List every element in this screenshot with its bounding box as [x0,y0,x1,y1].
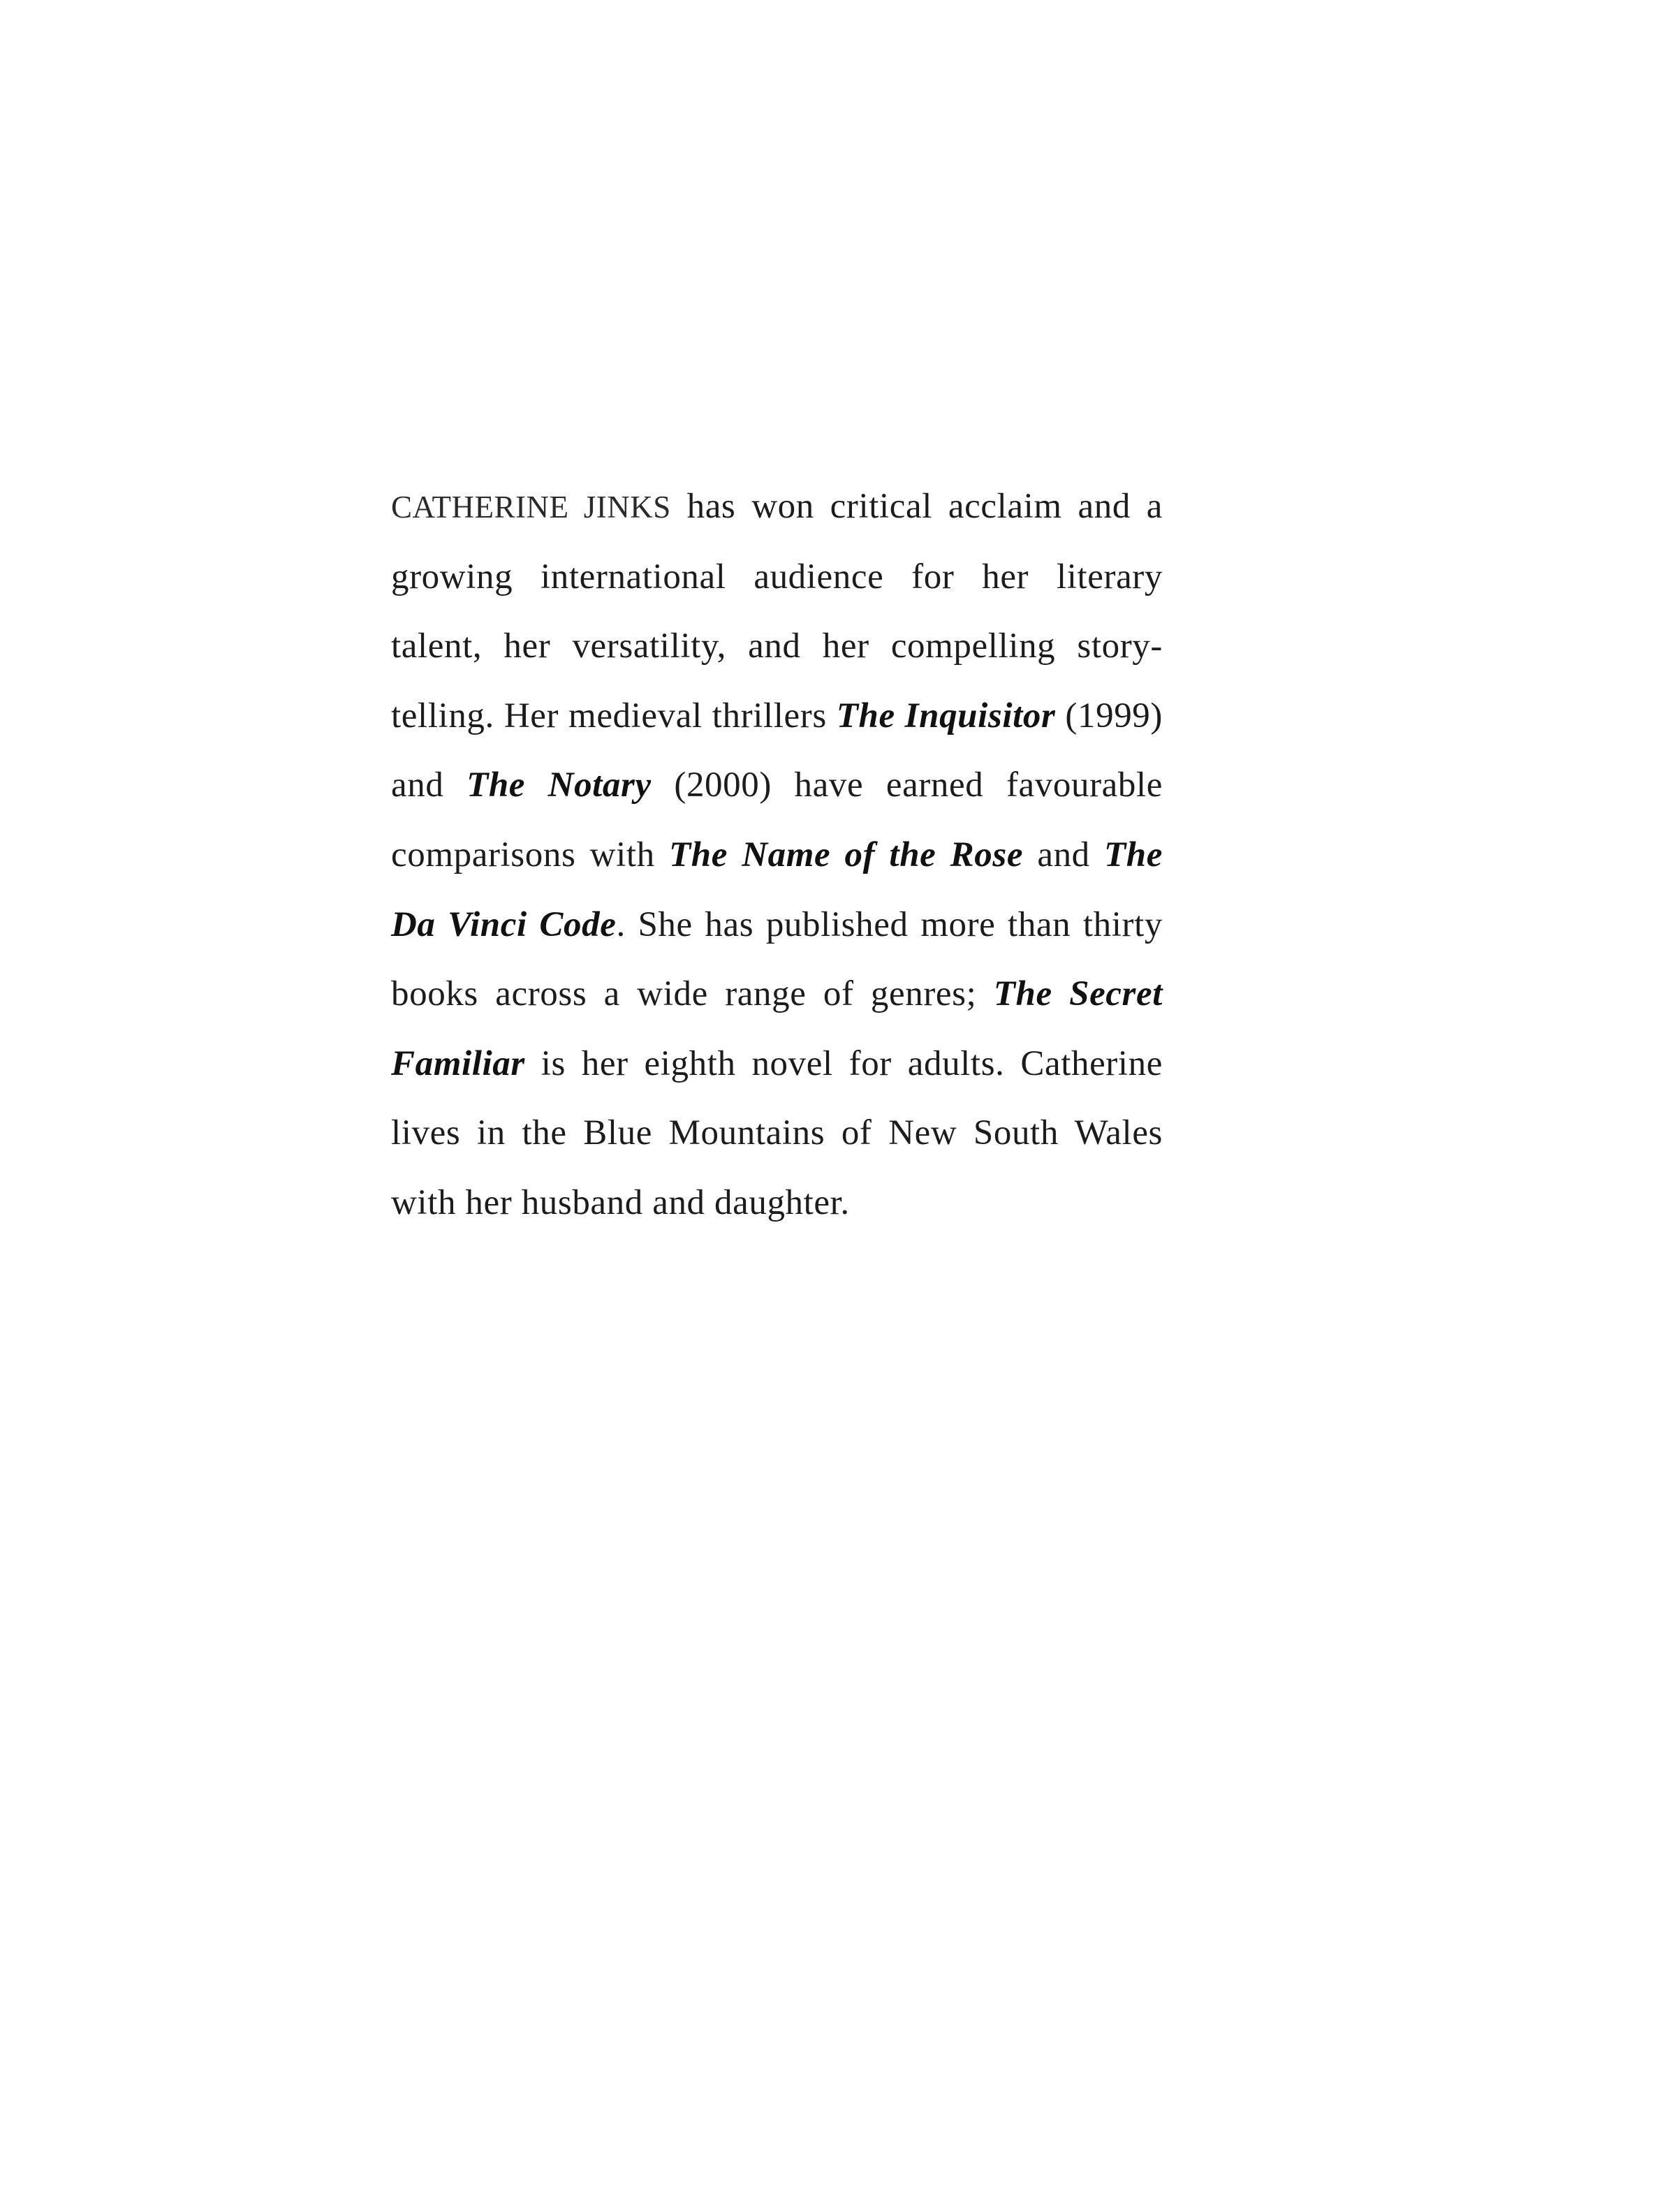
book-title-name-of-the-rose: The Name of the Rose [668,835,1024,874]
bio-text-6: is her eighth novel for adults. Catherine lives in the Blue Mountains of New South Wales with her husband and daughter. [391,1043,1163,1222]
book-title-notary: The Notary [466,766,652,805]
author-name: CATHERINE JINKS [391,490,671,525]
bio-text-2: (1999) and [391,696,1163,805]
bio-text-1: has won critical acclaim and a growing international audience for her literary talent, her versatility, and her compelling story-telling. Her medieval thrillers [391,487,1163,735]
bio-text-3: (2000) have earned favourable comparisons with [391,766,1163,874]
book-title-inquisitor: The Inquisitor [836,696,1056,735]
book-title-da-vinci-code: The Da Vinci Code [391,835,1163,944]
bio-text-4: and [1023,835,1105,874]
bio-text-5: . She has published more than thirty books across a wide range of genres; [391,904,1163,1014]
book-title-secret-familiar: The Secret Familiar [391,974,1163,1083]
author-bio-paragraph [391,472,1163,1238]
